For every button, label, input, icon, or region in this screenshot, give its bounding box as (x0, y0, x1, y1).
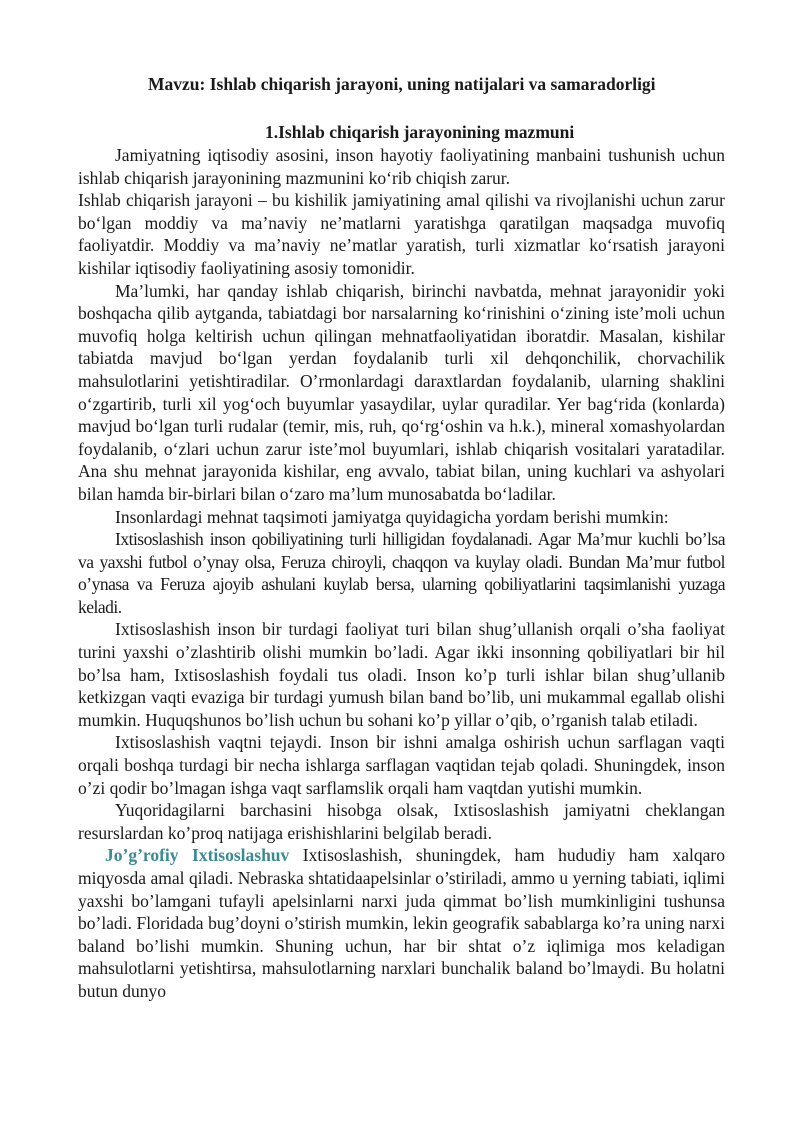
paragraph-mastery: Ixtisoslashish inson bir turdagi faoliyat turi bilan shug’ullanish orqali o’sha faoliyat turini yaxshi o’zlashtirib olishi mumkin bo’ladi. Agar ikki insonning qobiliyatlari bir hil bo’lsa ham, Ixtisoslashish foydali tus oladi. Inson ko’p turli ishlar bilan shug’ullanib ketkizgan vaqti evaziga bir turdagi yumush bilan band bo’lib, uni mukammal egallab olishi mumkin. Huquqshunos bo’lish uchun bu sohani ko’p yillar o’qib, o’rganish talab etiladi. (78, 619, 725, 730)
geographic-specialization-text: Ixtisoslashish, shuningdek, ham hududiy ham xalqaro miqyosda amal qiladi. Nebraska shtatidaapelsinlar o’stiriladi, ammo u yerning tabiati, iqlimi yaxshi bo’lamgani tufayli apelsinlarni narxi juda qimmat bo’lish mumkinligini tushunsa bo’ladi. Floridada bug’doyni o’stirish mumkin, lekin geografik sabablarga ko’ra uning narxi baland bo’lishi mumkin. Shuning uchun, har bir shtat o’z iqlimiga mos keladigan mahsulotlarni yetishtirsa, mahsulotlarning narxlari bunchalik baland bo’lmaydi. Bu holatni butun dunyo (78, 845, 725, 1001)
paragraph-division-of-labor: Insonlardagi mehnat taqsimoti jamiyatga quyidagicha yordam berishi mumkin: (115, 506, 669, 527)
paragraph-geographic-specialization (78, 844, 725, 1002)
paragraph-labor-process: Ma’lumki, har qanday ishlab chiqarish, birinchi navbatda, mehnat jarayonidir yoki boshqacha qilib aytganda, tabiatdagi bor narsalarning ko‘rinishini o‘zining iste’moli uchun muvofiq holga keltirish uchun qilingan mehnatfaoliyatidan iboratdir. Masalan, kishilar tabiatda mavjud bo‘lgan yerdan foydalanib turli xil dehqonchilik, chorvachilik mahsulotlarini yetishtiradilar. O’rmonlardagi daraxtlardan foydalanib, ularning shaklini o‘zgartirib, turli xil yog‘och buyumlar yasaydilar, uylar quradilar. Yer bag‘rida (konlarda) mavjud bo‘lgan turli rudalar (temir, mis, ruh, qo‘rg‘oshin va h.k.), mineral xomashyolardan foydalanib, o‘zlari uchun zarur iste’mol buyumlari, ishlab chiqarish vositalari yaratadilar. Ana shu mehnat jarayonida kishilar, eng avvalo, tabiat bilan, uning kuchlari va ashyolari bilan hamda bir-birlari bilan o‘zaro ma’lum munosabatda bo‘ladilar. (78, 280, 725, 504)
geographic-specialization-term: Jo’g’rofiy Ixtisoslashuv (105, 845, 290, 866)
paragraph-definition: Ishlab chiqarish jarayoni – bu kishilik jamiyatining amal qilishi va rivojlanishi uchun zarur bo‘lgan moddiy va ma’naviy ne’matlarni yaratishga qaratilgan maqsadga muvofiq faoliyatdir. Moddiy va ma’naviy ne’matlar yaratish, turli xizmatlar ko‘rsatish jarayoni kishilar iqtisodiy faoliyatining asosiy tomonidir. (78, 190, 725, 278)
paragraph-abilities: Ixtisoslashish inson qobiliyatining turli hilligidan foydalanadi. Agar Ma’mur kuchli bo’lsa va yaxshi futbol o’ynay olsa, Feruza chiroyli, chaqqon va kuylay oladi. Bundan Ma’mur futbol o’ynasa va Feruza ajoyib ashulani kuylab bersa, ularning qobiliyatlarini taqsimlanishi yuzaga keladi. (78, 529, 725, 617)
section-heading: 1.Ishlab chiqarish jarayonining mazmuni (265, 122, 575, 142)
paragraph-intro: Jamiyatning iqtisodiy asosini, inson hayotiy faoliyatining manbaini tushunish uchun ishlab chiqarish jarayonining mazmunini ko‘rib chiqish zarur. (78, 145, 725, 188)
document-page (78, 72, 725, 1003)
document-title: Mavzu: Ishlab chiqarish jarayoni, uning natijalari va samaradorligi (148, 74, 656, 94)
paragraph-conclusion: Yuqoridagilarni barchasini hisobga olsak, Ixtisoslashish jamiyatni cheklangan resurslardan ko’proq natijaga erishishlarini belgilab beradi. (78, 800, 725, 843)
paragraph-saves-time: Ixtisoslashish vaqtni tejaydi. Inson bir ishni amalga oshirish uchun sarflagan vaqti orqali boshqa turdagi bir necha ishlarga sarflagan vaqtidan tejab qoladi. Shuningdek, inson o’zi qodir bo’lmagan ishga vaqt sarflamslik orqali ham vaqtdan yutishi mumkin. (78, 732, 725, 798)
